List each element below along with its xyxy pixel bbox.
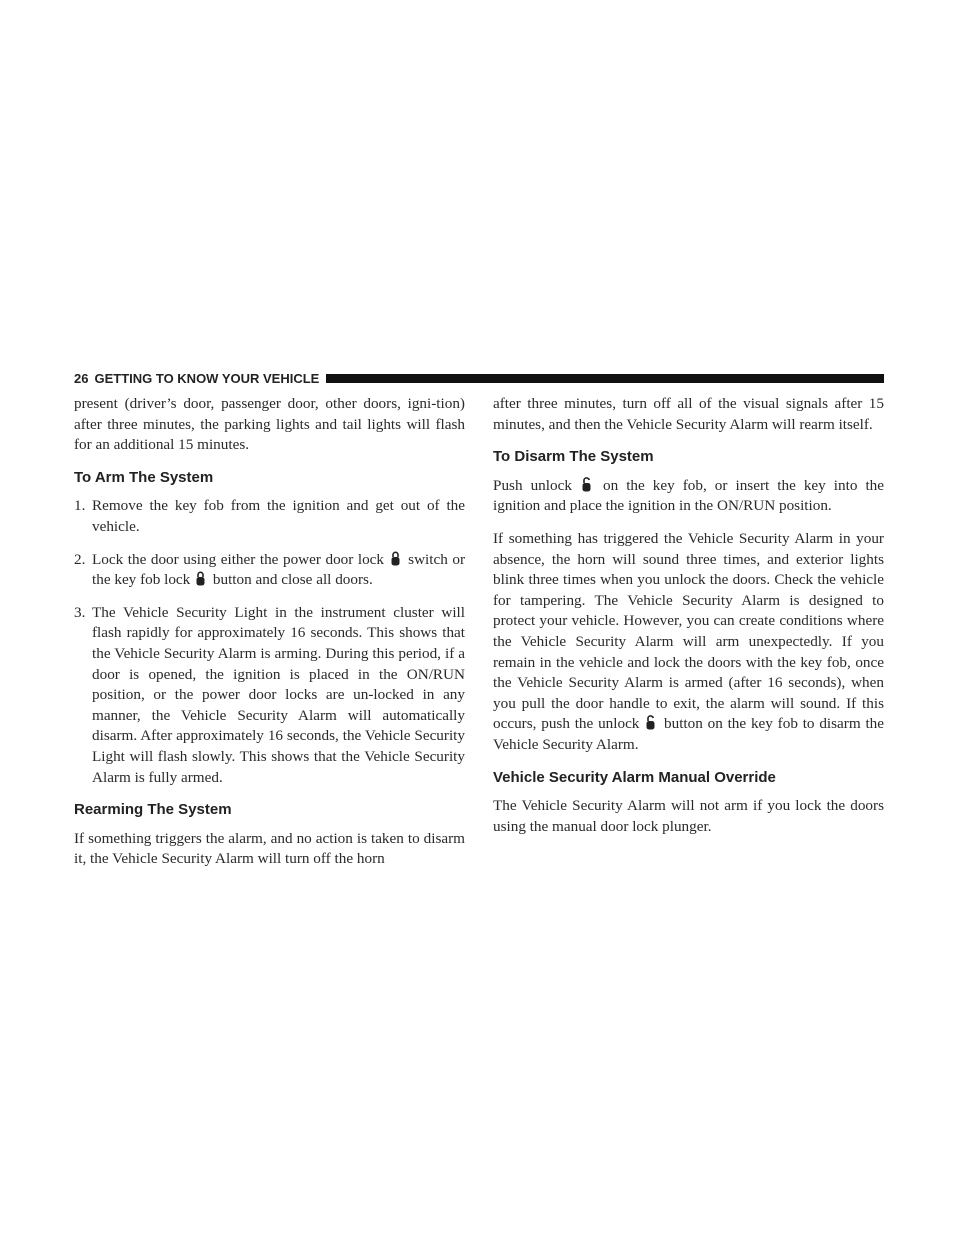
override-paragraph: The Vehicle Security Alarm will not arm if you lock the doors using the manual door lock plunger. [493, 797, 884, 835]
intro-paragraph: present (driver’s door, passenger door, other doors, igni-tion) after three minutes, the parking lights and tail lights will flash for an additional 15 minutes. [74, 395, 465, 454]
right-column [493, 394, 884, 849]
header-rule [326, 374, 884, 383]
continued-paragraph: after three minutes, turn off all of the visual signals after 15 minutes, and then the Vehicle Security Alarm will rearm itself. [493, 395, 884, 433]
arm-step-2: 2. Lock the door using either the power door lock switch or the key fob lock button and close all doors. [74, 550, 466, 589]
rearm-paragraph: If something triggers the alarm, and no action is taken to disarm it, the Vehicle Security Alarm will turn off the horn [74, 829, 465, 868]
page-number: 26 [74, 370, 89, 386]
section-title: GETTING TO KNOW YOUR VEHICLE [94, 370, 320, 386]
trigger-paragraph: If something has triggered the Vehicle Security Alarm in your absence, the horn will sound three times, and exterior lights blink three times when you unlock the doors. Check the vehicle for tampering. The Vehicle Security Alarm is designed to protect your vehicle. However, you can create conditions where the Vehicle Security Alarm will arm unexpectedly. If you remain in the vehicle and lock the doors with the key fob, once the Vehicle Security Alarm is armed (after 16 seconds), when you pull the door handle to exit, the alarm will sound. If this occurs, push the unlock button on the key fob to disarm the Vehicle Security Alarm. [493, 529, 885, 753]
arm-step-3: 3. The Vehicle Security Light in the instrument cluster will flash rapidly for approximately 16 seconds. This shows that the Vehicle Security Alarm is arming. During this period, if a door is opened, the ignition is placed in the ON/RUN position, or the power door locks are un-locked in any manner, the Vehicle Security Alarm will automatically disarm. After approximately 16 seconds, the Vehicle Security Light will flash slowly. This shows that the Vehicle Security Alarm is fully armed. [74, 603, 465, 786]
lock-icon [391, 551, 400, 566]
page-header [74, 370, 884, 386]
rearm-heading: Rearming The System [74, 801, 232, 819]
disarm-heading: To Disarm The System [493, 448, 654, 466]
arm-heading: To Arm The System [74, 468, 214, 486]
disarm-paragraph: Push unlock on the key fob, or insert the key into the ignition and place the ignition in the ON/RUN position. [493, 476, 884, 515]
override-heading: Vehicle Security Alarm Manual Override [493, 768, 776, 786]
lock-icon [196, 571, 205, 586]
arm-steps [74, 496, 465, 788]
left-column [74, 394, 465, 882]
unlock-icon [582, 477, 591, 492]
unlock-icon [646, 715, 655, 730]
arm-step-1: 1. Remove the key fob from the ignition and get out of the vehicle. [74, 497, 465, 535]
